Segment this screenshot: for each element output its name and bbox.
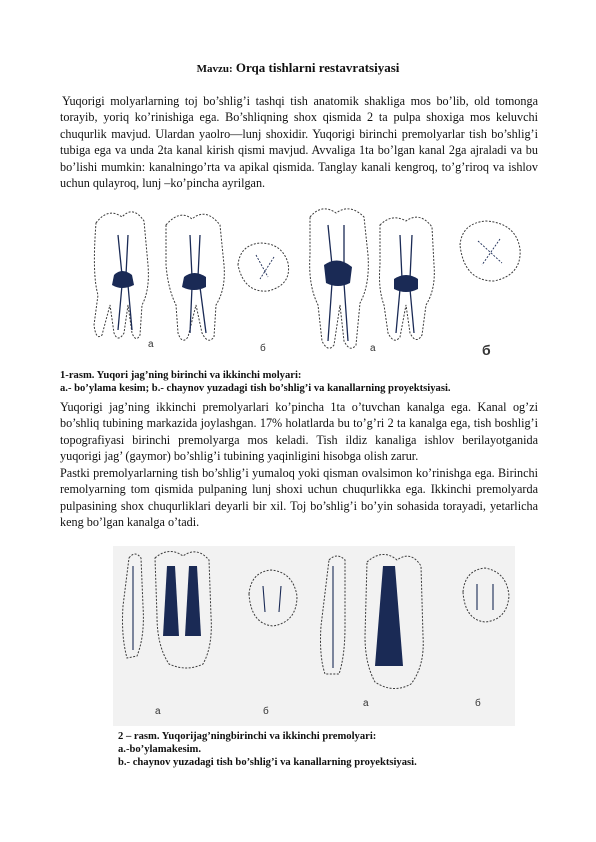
- pulp-1: [112, 271, 134, 288]
- paragraph-upper-molars: Yuqorigi molyarlarning toj bo’shlig’i tashqi tish anatomik shakliga mos bo’lib, old tomonga torayib, yoriq ko’rinishiga ega. Bo’shliqning shox qismida 2 ta pulpa shoxiga mos keluvchi chuqurlik mavjud. Ulardan yaolro—lunj shoxidir. Yuqorigi birinchi premolyarlar tish bo’shlig’i tubiga ega va unda 2ta kanal kirish qismi mavjud. Avvaliga 1ta bo’lgan kanal 2ga ajraladi va bu bo’lishi mumkin: kanalningo’rta va apikal qismida. Tanglay kanali kengroq, to’g’riroq va ishlov uchun qulayroq, lunj –ko’pincha ayrilgan.: [60, 94, 538, 191]
- fig1-label-a-2: а: [370, 343, 376, 354]
- title-text: Orqa tishlarni restavratsiyasi: [235, 60, 400, 75]
- figure-1-caption-body: a.- bo’ylama kesim; b.- chaynov yuzadagi tish bo’shlig’i va kanallarning proyektsiyasi.: [60, 383, 451, 394]
- occlusal-4-outline: [463, 568, 509, 622]
- fig1-label-b-2: б: [482, 342, 491, 358]
- occlusal-3-outline: [249, 570, 297, 626]
- fig1-label-b-1: б: [260, 343, 266, 354]
- fig2-label-a-2: а: [363, 698, 369, 709]
- fig1-label-a-1: а: [148, 339, 154, 350]
- figure-2-premolars: [113, 546, 515, 726]
- pulp-5: [163, 566, 179, 636]
- pulp-4: [394, 275, 418, 292]
- pulp-6: [185, 566, 201, 636]
- pulp-3: [324, 260, 352, 286]
- paragraph-lower-premolars: Pastki premolyarlarning tish bo’shlig’i yumaloq yoki qisman ovalsimon ko’rinishga ega. Birinchi remolyarning tom qismida pulpaning lunj shoxi uchun chuqurlikka ega. Ikkinchi premolyarda pulpasining shox chuqurliklari deyarli bir xil. Toj bo’shlig’i bo’yin sohasida torayadi, yetarlicha keng bo’lgan kanalga o’tadi.: [60, 466, 538, 530]
- title-label: Mavzu:: [196, 63, 233, 75]
- figure-1-caption: [60, 369, 540, 395]
- figure-2-caption-a: a.-bo’ylamakesim.: [118, 744, 201, 755]
- figure-1-caption-title: 1-rasm. Yuqori jag’ning birinchi va ikkinchi molyari:: [60, 370, 302, 381]
- figure-2-caption-b: b.- chaynov yuzadagi tish bo’shlig’i va kanallarning proyektsiyasi.: [118, 757, 417, 768]
- occlusal-2-outline: [460, 221, 520, 281]
- fig2-label-b-2: б: [475, 698, 481, 709]
- occlusal-1-outline: [238, 243, 289, 291]
- pulp-2: [182, 273, 206, 290]
- fig2-label-b-1: б: [263, 706, 269, 717]
- page-title: [0, 60, 596, 76]
- figure-1-molars: [88, 205, 540, 360]
- figure-2-caption-title: 2 – rasm. Yuqorijag’ningbirinchi va ikkinchi premolyari:: [118, 731, 377, 742]
- paragraph-upper-second-premolars: Yuqorigi jag’ning ikkinchi premolyarlari ko’pincha 1ta o’tuvchan kanalga ega. Kanal og’zi bo’shliq tubining markazida joylashgan. 17% holatlarda bu to’g’ri 2 ta kanalga ega, tish boshlig’i topografiyasi birinchi premolyarga mos keladi. Tish ildiz kanaliga ishlov berilayotganida yuqorigi jag’ (gaymor) bo’shlig’i tubining yaqinligini hisobga olish zarur.: [60, 400, 538, 464]
- fig2-label-a-1: а: [155, 706, 161, 717]
- premolar-2-outline: [155, 551, 211, 668]
- figure-2-caption: [118, 730, 538, 769]
- pulp-7: [375, 566, 403, 666]
